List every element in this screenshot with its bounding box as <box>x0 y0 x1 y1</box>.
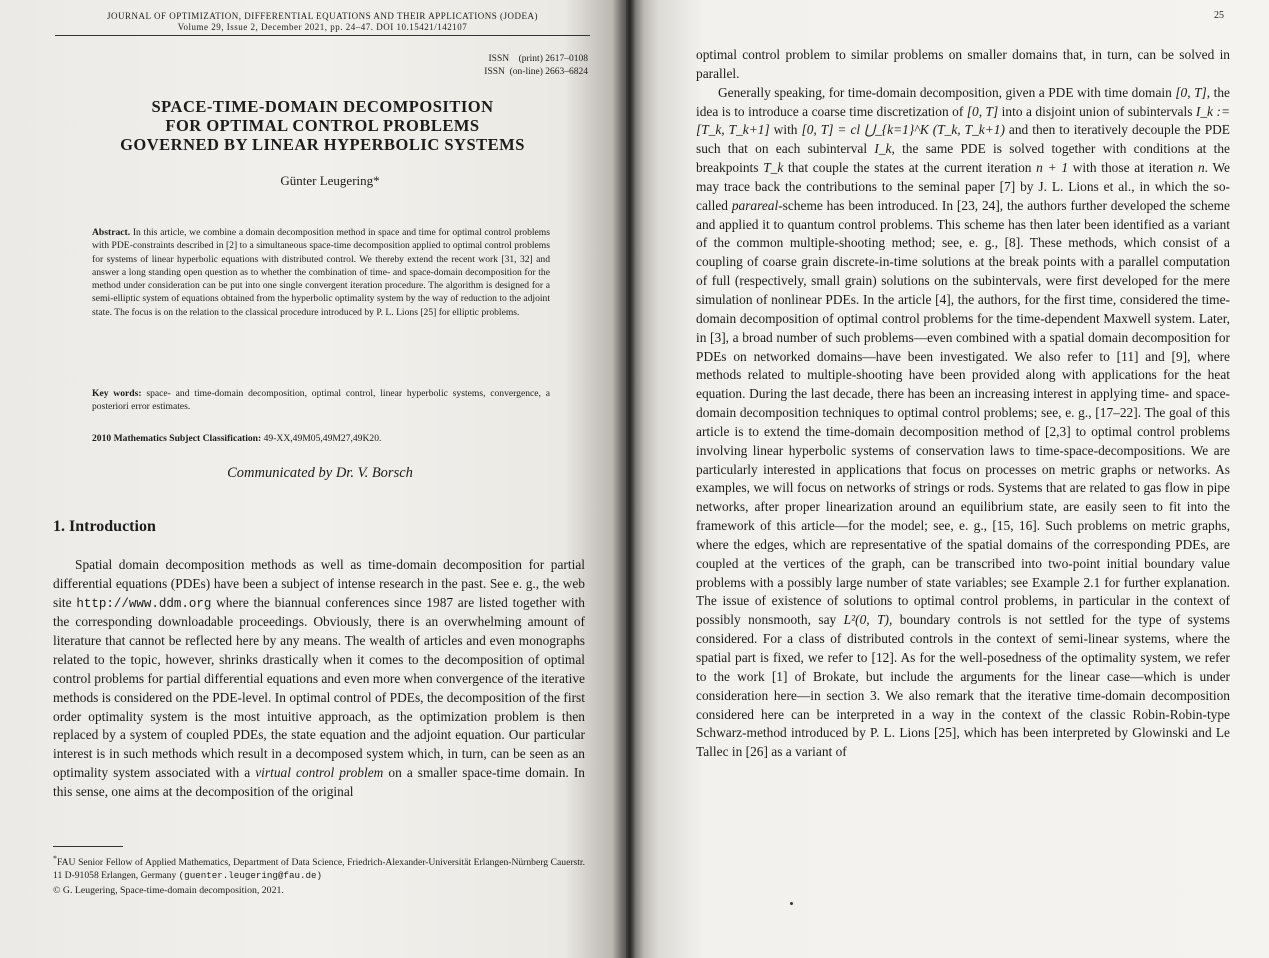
footnote <box>53 852 585 882</box>
text-run: , the same PDE is solved together with conditions at the breakpoints <box>696 141 1230 176</box>
math-run: I_k := [T_k, T_k+1] <box>696 103 1230 138</box>
emphasis-run: parareal <box>731 197 779 213</box>
journal-header <box>55 11 590 33</box>
math-run: T_k <box>763 160 784 176</box>
math-run: [0, T] <box>1175 84 1207 100</box>
author-name: Günter Leugering* <box>280 173 380 188</box>
text-run: , the idea is to introduce a coarse time discretization of <box>696 84 1230 119</box>
text-run: Generally speaking, for time-domain decomposition, given a PDE with time domain <box>718 84 1176 100</box>
issn-print: ISSN (print) 2617–0108 <box>488 54 588 64</box>
text-run: that couple the states at the current iteration <box>783 160 1037 176</box>
keywords-text: space- and time-domain decomposition, optimal control, linear hyperbolic systems, convergence, a posteriori error estimates. <box>92 388 550 413</box>
text-run: and then to iteratively decouple the PDE such that on each subinterval <box>696 122 1230 157</box>
copyright-line: © G. Leugering, Space-time-domain decomposition, 2021. <box>53 885 284 896</box>
math-run: n <box>1197 160 1205 176</box>
math-run: n + 1 <box>1036 160 1069 176</box>
abstract-text: In this article, we combine a domain decomposition method in space and time for optimal control problems with PDE-constraints described in [2] to a simultaneous space-time decomposition applied to optimal control problems for systems of linear hyperbolic equations with distributed control. We thereby extend the recent work [31, 32] and answer a long standing open question as to whether the combination of time- and space-domain decomposition for the method under consideration can be put into one single convergent iteration procedure. The algorithm is designed for a semi-elliptic system of equations obtained from the hyperbolic optimality system by the way of reduction to the adjoint state. The focus is on the relation to the classical procedure introduced by P. L. Lions [25] for elliptic problems. <box>92 227 551 318</box>
section-heading: 1. Introduction <box>53 518 156 535</box>
footnote-mark: * <box>53 854 57 863</box>
msc-label: 2010 Mathematics Subject Classification: <box>92 433 262 444</box>
msc-codes: 49-XX,49M05,49M27,49K20. <box>263 433 382 444</box>
intro-text-2: where the biannual conferences since 1987 are listed together with the corresponding downloadable proceedings. Obviously, there is an overwhelming amount of literature that cannot be reflected here by any means. The wealth of articles and even monographs related to the topic, however, shrinks drastically when it comes to the decomposition of optimal control problems for partial differential equations and even more when convergence of the iterative methods is considered on the PDE-level. In optimal control of PDEs, the decomposition of the first order optimality system is the most intuitive approach, as the optimization problem is then replaced by a system of coupled PDEs, the state equation and the adjoint equation. Our particular interest is in such methods which result in a decomposed system which, in turn, can be seen as an optimality system associated with a <box>53 594 586 780</box>
intro-paragraph <box>53 556 585 802</box>
text-run: . We may trace back the contributions to the seminal paper [7] by J. L. Lions et al., in which the so-called <box>696 160 1231 213</box>
msc-classification <box>92 432 550 445</box>
book-gutter-shadow <box>612 0 644 958</box>
issn-block <box>420 53 588 79</box>
intro-text-3: on a smaller space-time domain. In this sense, one aims at the decomposition of the original <box>53 764 585 799</box>
web-link[interactable]: http://www.ddm.org <box>76 596 212 611</box>
math-run: L²(0, T) <box>843 612 889 628</box>
keywords-label: Key words: <box>92 388 142 399</box>
header-rule <box>55 35 590 36</box>
intro-emphasis: virtual control problem <box>255 764 384 780</box>
title-line: SPACE-TIME-DOMAIN DECOMPOSITION <box>151 97 494 116</box>
continuation-paragraph: optimal control problem to similar problems on smaller domains that, in turn, can be solved in parallel. <box>696 47 1230 81</box>
math-run: [0, T] <box>966 103 999 119</box>
text-run: -scheme has been introduced. In [23, 24], the authors further developed the scheme and applied it to quantum control problems. This scheme has then later been identified as a variant of the common multiple-shooting method; see, e. g., [8]. These methods, which consist of a coupling of coarse grain discrete-in-time solutions at the break points with a parallel computation of full (respectively, small grain) solutions on the subintervals, were first developed for the mere simulation of nonlinear PDEs. In the article [4], the authors, for the first time, considered the time-domain decomposition of optimal control problems for the time-dependent Maxwell system. Later, in [3], a broad number of such problems—even combined with a spatial domain decomposition for PDEs on networked domains—have been investigated. We also refer to [11] and [9], where methods related to multiple-shooting have been provided along with applications for the heat equation. During the last decade, there has been an increasing interest in applying time- and space-domain decomposition techniques to optimal control problems; see, e. g., [17–22]. The goal of this article is to extend the time-domain decomposition method of [2,3] to optimal control problems involving linear hyperbolic systems of conservation laws to time-space-decompositions. We are particularly interested in applications that focus on processes on metric graphs or networks. As examples, we will focus on networks of strings or rods. Systems that are related to gas flow in pipe networks, after proper linearization around an equilibrium state, are easily seen to fit into the framework of this article—for the model; see, e. g., [15, 16]. Such problems on metric graphs, where the edges, which are representative of the spatial domains of the corresponding PDEs, are coupled at the vertices of the graph, can be transcribed into two-point initial boundary value problems with a possibly large number of state variables; see Example 2.1 for further explanation. The issue of existence of solutions to optimal control problems, in particular in the context of possibly nonsmooth, say <box>696 197 1230 628</box>
title-line: GOVERNED BY LINEAR HYPERBOLIC SYSTEMS <box>120 135 525 154</box>
issn-online: ISSN (on-line) 2663–6824 <box>484 67 588 77</box>
page-number: 25 <box>1214 10 1224 21</box>
text-run: , boundary controls is not settled for the type of systems considered. For a class of distributed controls in the context of semi-linear systems, where the spatial part is fixed, we refer to [12]. As for the well-posedness of the optimality system, we refer to the work [1] of Brokate, but include the arguments for the linear case—which is under consideration here—in section 3. We also remark that the iterative time-domain decomposition considered here can be interpreted in a way in the context of the classic Robin-Robin-type Schwarz-method introduced by P. L. Lions [25], which has been interpreted by Glowinski and Le Tallec in [26] as a variant of <box>696 612 1230 760</box>
right-page <box>626 0 1269 958</box>
left-page <box>0 0 626 958</box>
abstract-label: Abstract. <box>92 227 131 238</box>
text-run: with those at iteration <box>1068 160 1198 176</box>
print-speck <box>790 902 793 905</box>
intro-text-1: Spatial domain decomposition methods as well as time-domain decomposition for partial differential equations (PDEs) have been a subject of intense research in the past. See e. g., the web site <box>53 557 585 610</box>
journal-volume-line: Volume 29, Issue 2, December 2021, pp. 24–47. DOI 10.15421/142107 <box>177 22 468 32</box>
keywords <box>92 387 550 414</box>
footnote-email[interactable]: (guenter.leugering@fau.de) <box>178 870 323 882</box>
body-paragraph <box>696 84 1230 762</box>
communicated-by: Communicated by Dr. V. Borsch <box>227 465 413 481</box>
math-run: [0, T] = cl ⋃_{k=1}^K (T_k, T_k+1) <box>801 122 1005 138</box>
right-body-text <box>696 46 1230 762</box>
journal-title: JOURNAL OF OPTIMIZATION, DIFFERENTIAL EQUATIONS AND THEIR APPLICATIONS (JODEA) <box>107 11 538 21</box>
title-line: FOR OPTIMAL CONTROL PROBLEMS <box>165 116 480 135</box>
paper-title <box>70 97 575 154</box>
footnote-affiliation: FAU Senior Fellow of Applied Mathematics, Department of Data Science, Friedrich-Alexander-Universität Erlangen-Nürnberg Cauerstr. 11 D-91058 Erlangen, Germany <box>53 857 585 882</box>
abstract <box>92 226 550 319</box>
footnote-rule <box>53 846 123 847</box>
text-run: into a disjoint union of subintervals <box>998 103 1196 119</box>
math-run: I_k <box>874 141 892 157</box>
text-run: with <box>769 122 802 138</box>
